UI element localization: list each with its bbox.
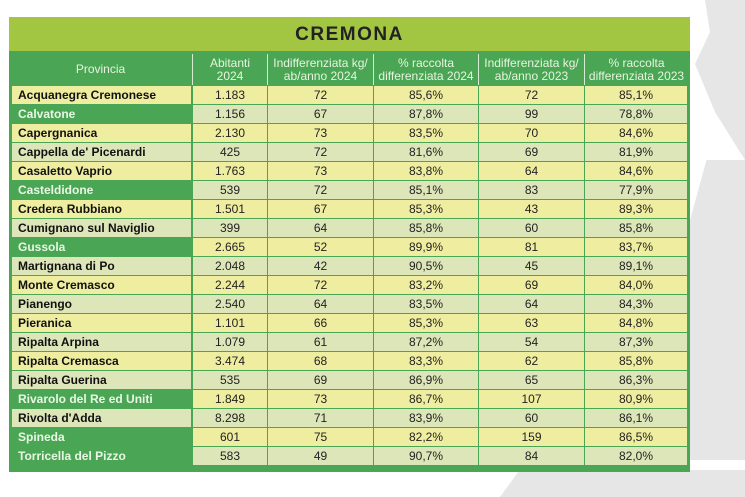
cell-abitanti: 2.540 — [193, 295, 267, 313]
cell-abitanti: 2.130 — [193, 124, 267, 142]
cell-indiff-2023: 107 — [479, 390, 584, 408]
cell-provincia: Rivolta d'Adda — [12, 409, 191, 427]
cell-provincia: Casaletto Vaprio — [12, 162, 191, 180]
cell-perc-2024: 83,5% — [374, 124, 478, 142]
cell-provincia: Spineda — [12, 428, 191, 446]
cell-indiff-2024: 73 — [268, 162, 373, 180]
cell-provincia: Capergnanica — [12, 124, 191, 142]
cell-perc-2024: 85,6% — [374, 86, 478, 104]
cell-indiff-2024: 42 — [268, 257, 373, 275]
header-abitanti: Abitanti 2024 — [209, 55, 251, 83]
cell-perc-2023: 77,9% — [585, 181, 687, 199]
cell-indiff-2024: 72 — [268, 86, 373, 104]
cell-perc-2024: 83,2% — [374, 276, 478, 294]
cell-indiff-2023: 64 — [479, 295, 584, 313]
table-row — [9, 124, 690, 143]
cell-perc-2024: 90,7% — [374, 447, 478, 465]
cell-perc-2024: 85,3% — [374, 200, 478, 218]
cell-perc-2023: 82,0% — [585, 447, 687, 465]
cell-provincia: Casteldidone — [12, 181, 191, 199]
cell-abitanti: 399 — [193, 219, 267, 237]
cell-indiff-2023: 72 — [479, 86, 584, 104]
header-perc-2024: % raccolta differenziata 2024 — [378, 55, 474, 83]
cell-provincia: Pieranica — [12, 314, 191, 332]
cell-abitanti: 2.048 — [193, 257, 267, 275]
cell-indiff-2023: 62 — [479, 352, 584, 370]
cell-perc-2024: 85,8% — [374, 219, 478, 237]
table-row — [9, 371, 690, 390]
table-row — [9, 143, 690, 162]
cell-indiff-2023: 45 — [479, 257, 584, 275]
cell-perc-2023: 85,8% — [585, 219, 687, 237]
cell-indiff-2024: 73 — [268, 124, 373, 142]
cell-perc-2024: 85,1% — [374, 181, 478, 199]
cell-abitanti: 1.183 — [193, 86, 267, 104]
cell-indiff-2024: 75 — [268, 428, 373, 446]
cell-provincia: Credera Rubbiano — [12, 200, 191, 218]
cell-provincia: Calvatone — [12, 105, 191, 123]
cell-indiff-2023: 63 — [479, 314, 584, 332]
cell-provincia: Ripalta Arpina — [12, 333, 191, 351]
cell-provincia: Pianengo — [12, 295, 191, 313]
cell-indiff-2023: 84 — [479, 447, 584, 465]
cell-perc-2023: 80,9% — [585, 390, 687, 408]
cell-indiff-2023: 99 — [479, 105, 584, 123]
cell-abitanti: 2.665 — [193, 238, 267, 256]
cell-abitanti: 3.474 — [193, 352, 267, 370]
cell-perc-2024: 83,3% — [374, 352, 478, 370]
cell-perc-2024: 87,8% — [374, 105, 478, 123]
cell-indiff-2023: 64 — [479, 162, 584, 180]
cell-provincia: Acquanegra Cremonese — [12, 86, 191, 104]
cell-perc-2024: 83,8% — [374, 162, 478, 180]
cell-indiff-2023: 60 — [479, 409, 584, 427]
cell-abitanti: 1.156 — [193, 105, 267, 123]
cell-perc-2024: 89,9% — [374, 238, 478, 256]
table-row — [9, 200, 690, 219]
cell-perc-2023: 83,7% — [585, 238, 687, 256]
cell-perc-2023: 84,8% — [585, 314, 687, 332]
cell-perc-2023: 84,0% — [585, 276, 687, 294]
cell-indiff-2024: 64 — [268, 219, 373, 237]
cell-indiff-2024: 71 — [268, 409, 373, 427]
cell-perc-2024: 90,5% — [374, 257, 478, 275]
cell-indiff-2023: 70 — [479, 124, 584, 142]
cell-abitanti: 1.763 — [193, 162, 267, 180]
cell-perc-2024: 82,2% — [374, 428, 478, 446]
cell-abitanti: 425 — [193, 143, 267, 161]
header-indiff-2024: Indifferenziata kg/ ab/anno 2024 — [273, 55, 368, 83]
cell-provincia: Martignana di Po — [12, 257, 191, 275]
cell-abitanti: 583 — [193, 447, 267, 465]
cell-abitanti: 8.298 — [193, 409, 267, 427]
cell-indiff-2024: 72 — [268, 143, 373, 161]
cell-abitanti: 2.244 — [193, 276, 267, 294]
cell-perc-2023: 85,1% — [585, 86, 687, 104]
cell-perc-2024: 85,3% — [374, 314, 478, 332]
cell-indiff-2024: 66 — [268, 314, 373, 332]
background-map-shape-right — [690, 160, 745, 460]
cell-indiff-2024: 52 — [268, 238, 373, 256]
cell-perc-2023: 81,9% — [585, 143, 687, 161]
cell-indiff-2023: 83 — [479, 181, 584, 199]
table-title: CREMONA — [9, 17, 690, 51]
table-row — [9, 162, 690, 181]
cell-abitanti: 1.101 — [193, 314, 267, 332]
cell-abitanti: 1.849 — [193, 390, 267, 408]
table-row — [9, 314, 690, 333]
cell-provincia: Cappella de' Picenardi — [12, 143, 191, 161]
cell-perc-2023: 84,6% — [585, 124, 687, 142]
table-row — [9, 238, 690, 257]
background-map-shape-bottom — [500, 470, 745, 497]
cell-provincia: Rivarolo del Re ed Uniti — [12, 390, 191, 408]
cell-indiff-2024: 72 — [268, 181, 373, 199]
table-row — [9, 276, 690, 295]
cell-indiff-2023: 159 — [479, 428, 584, 446]
cell-perc-2024: 81,6% — [374, 143, 478, 161]
table-row — [9, 428, 690, 447]
cell-perc-2024: 83,5% — [374, 295, 478, 313]
cell-abitanti: 1.079 — [193, 333, 267, 351]
cell-perc-2023: 86,5% — [585, 428, 687, 446]
cell-perc-2023: 84,3% — [585, 295, 687, 313]
cell-indiff-2024: 67 — [268, 105, 373, 123]
cremona-table — [9, 17, 690, 472]
cell-indiff-2024: 68 — [268, 352, 373, 370]
cell-perc-2023: 89,1% — [585, 257, 687, 275]
cell-indiff-2023: 43 — [479, 200, 584, 218]
table-row — [9, 86, 690, 105]
cell-perc-2023: 86,3% — [585, 371, 687, 389]
cell-indiff-2023: 65 — [479, 371, 584, 389]
cell-indiff-2024: 67 — [268, 200, 373, 218]
cell-provincia: Cumignano sul Naviglio — [12, 219, 191, 237]
cell-indiff-2023: 60 — [479, 219, 584, 237]
cell-indiff-2024: 72 — [268, 276, 373, 294]
cell-perc-2024: 86,7% — [374, 390, 478, 408]
cell-perc-2023: 86,1% — [585, 409, 687, 427]
header-perc-2023: % raccolta differenziata 2023 — [588, 55, 685, 83]
table-row — [9, 390, 690, 409]
table-row — [9, 409, 690, 428]
background-map-shape-top — [695, 0, 745, 160]
cell-indiff-2024: 64 — [268, 295, 373, 313]
cell-provincia: Ripalta Cremasca — [12, 352, 191, 370]
cell-perc-2023: 87,3% — [585, 333, 687, 351]
table-row — [9, 295, 690, 314]
cell-provincia: Gussola — [12, 238, 191, 256]
table-row — [9, 181, 690, 200]
cell-abitanti: 1.501 — [193, 200, 267, 218]
cell-perc-2023: 84,6% — [585, 162, 687, 180]
table-row — [9, 352, 690, 371]
cell-provincia: Ripalta Guerina — [12, 371, 191, 389]
cell-perc-2023: 78,8% — [585, 105, 687, 123]
cell-perc-2023: 85,8% — [585, 352, 687, 370]
cell-perc-2024: 86,9% — [374, 371, 478, 389]
cell-provincia: Torricella del Pizzo — [12, 447, 191, 465]
cell-indiff-2023: 69 — [479, 143, 584, 161]
cell-abitanti: 601 — [193, 428, 267, 446]
cell-abitanti: 539 — [193, 181, 267, 199]
table-row — [9, 447, 690, 466]
cell-perc-2024: 87,2% — [374, 333, 478, 351]
cell-indiff-2023: 81 — [479, 238, 584, 256]
cell-indiff-2023: 54 — [479, 333, 584, 351]
cell-indiff-2024: 73 — [268, 390, 373, 408]
header-indiff-2023: Indifferenziata kg/ ab/anno 2023 — [484, 55, 579, 83]
cell-indiff-2024: 49 — [268, 447, 373, 465]
cell-indiff-2024: 69 — [268, 371, 373, 389]
cell-perc-2023: 89,3% — [585, 200, 687, 218]
table-row — [9, 219, 690, 238]
cell-indiff-2023: 69 — [479, 276, 584, 294]
table-header — [9, 51, 690, 86]
cell-indiff-2024: 61 — [268, 333, 373, 351]
table-row — [9, 257, 690, 276]
cell-perc-2024: 83,9% — [374, 409, 478, 427]
header-provincia: Provincia — [75, 62, 126, 76]
table-row — [9, 105, 690, 124]
cell-abitanti: 535 — [193, 371, 267, 389]
cell-provincia: Monte Cremasco — [12, 276, 191, 294]
table-row — [9, 333, 690, 352]
